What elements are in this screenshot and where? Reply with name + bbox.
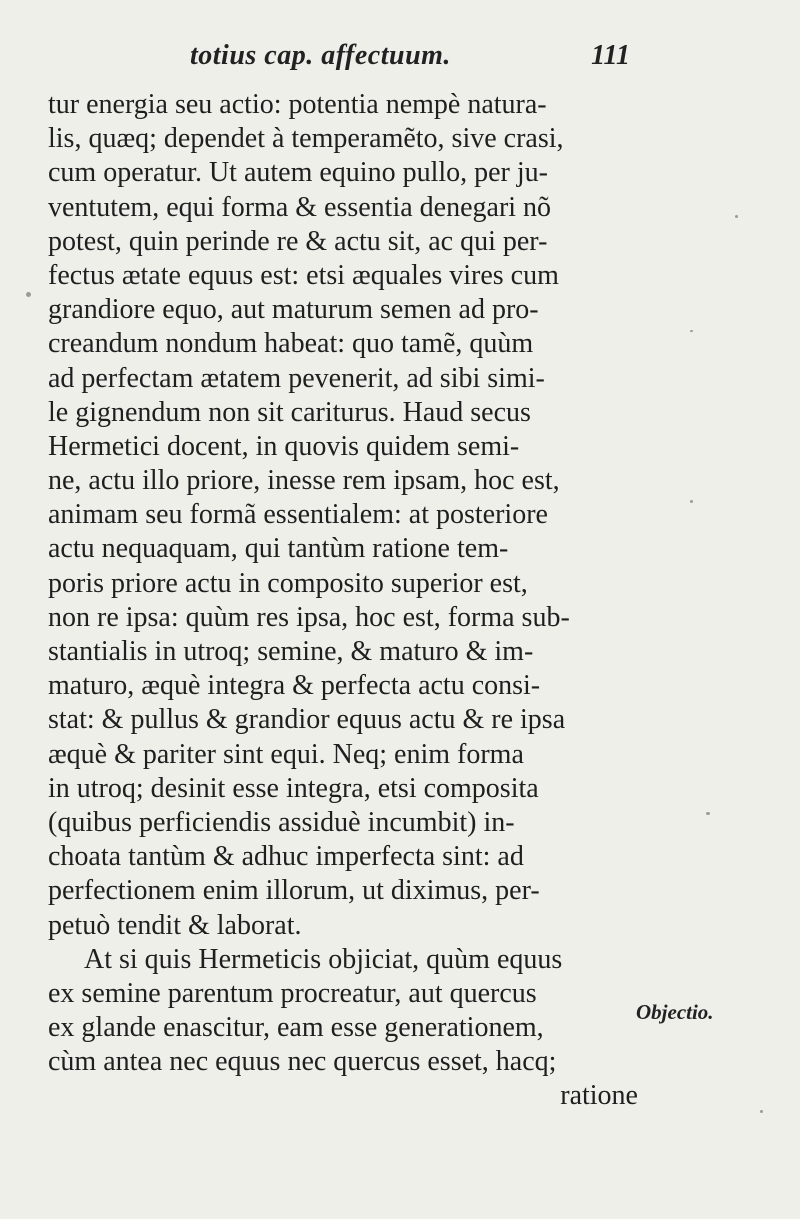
text-line: grandiore equo, aut maturum semen ad pro- xyxy=(48,294,539,326)
text-line: maturo, æquè integra & perfecta actu consi- xyxy=(48,670,541,702)
text-line: le gignendum non sit cariturus. Haud secus xyxy=(48,396,531,428)
page-number: 111 xyxy=(591,40,630,71)
paper-speck xyxy=(706,812,710,815)
text-line: choata tantùm & adhuc imperfecta sint: ad xyxy=(48,841,524,873)
text-line: actu nequaquam, qui tantùm ratione tem- xyxy=(48,533,509,565)
text-line: ex semine parentum procreatur, aut quercus xyxy=(48,977,537,1009)
text-line: ex glande enascitur, eam esse generationem, xyxy=(48,1012,544,1044)
page-header xyxy=(190,40,630,80)
text-line: petuò tendit & laborat. xyxy=(48,909,302,941)
text-line: potest, quin perinde re & actu sit, ac qui per- xyxy=(48,225,548,257)
text-line: non re ipsa: quùm res ipsa, hoc est, forma sub- xyxy=(48,601,570,633)
text-line: perfectionem enim illorum, ut diximus, per- xyxy=(48,875,540,907)
text-line: cum operatur. Ut autem equino pullo, per ju- xyxy=(48,157,548,189)
text-line: creandum nondum habeat: quo tamẽ, quùm xyxy=(48,328,534,360)
text-line: cùm antea nec equus nec quercus esset, hacq; xyxy=(48,1046,557,1078)
text-line: tur energia seu actio: potentia nempè natura- xyxy=(48,89,547,120)
text-line: lis, quæq; dependet à temperamẽto, sive crasi, xyxy=(48,123,564,155)
text-line: stantialis in utroq; semine, & maturo & im- xyxy=(48,636,534,667)
catchword: ratione xyxy=(560,1080,638,1112)
text-line: stat: & pullus & grandior equus actu & re ipsa xyxy=(48,704,566,736)
text-line: in utroq; desinit esse integra, etsi composita xyxy=(48,772,539,804)
text-line: fectus ætate equus est: etsi æquales vires cum xyxy=(48,259,559,291)
text-line: ad perfectam ætatem pevenerit, ad sibi simi- xyxy=(48,362,545,394)
body-text xyxy=(48,88,648,1114)
running-head: totius cap. affectuum. xyxy=(190,40,451,71)
text-line: æquè & pariter sint equi. Neq; enim forma xyxy=(48,738,524,770)
text-line: poris priore actu in composito superior est, xyxy=(48,567,528,599)
margin-note: Objectio. xyxy=(636,1000,714,1024)
paragraph-start-line: At si quis Hermeticis objiciat, quùm equus xyxy=(84,943,563,975)
text-line: animam seu formã essentialem: at posteriore xyxy=(48,499,548,531)
text-line: (quibus perficiendis assiduè incumbit) in- xyxy=(48,806,515,838)
text-line: ventutem, equi forma & essentia denegari nõ xyxy=(48,191,552,223)
paper-speck xyxy=(690,500,693,503)
paper-speck xyxy=(26,292,31,297)
paper-speck xyxy=(760,1110,763,1113)
text-line: ne, actu illo priore, inesse rem ipsam, hoc est, xyxy=(48,465,560,497)
paper-speck xyxy=(690,330,693,332)
paper-speck xyxy=(735,215,738,218)
text-line: Hermetici docent, in quovis quidem semi- xyxy=(48,430,520,462)
